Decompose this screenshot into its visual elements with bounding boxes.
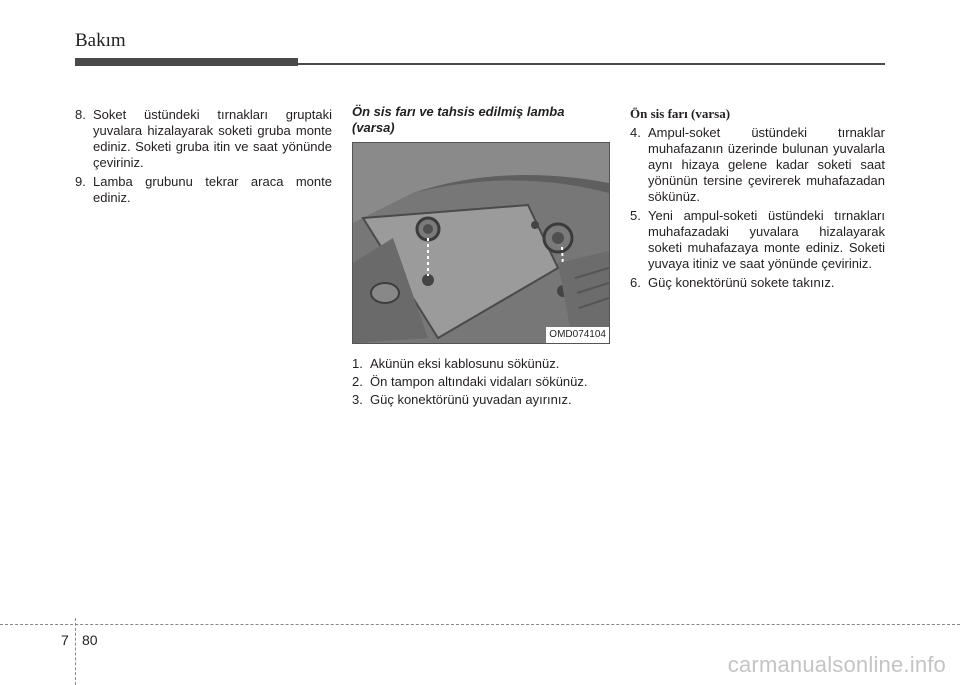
step-text: Akünün eksi kablosunu sökünüz. <box>370 356 560 371</box>
page-title: Bakım <box>75 30 126 51</box>
column-middle <box>352 104 610 410</box>
step-list <box>352 356 610 408</box>
step-text: Lamba grubunu tekrar araca monte ediniz. <box>93 174 332 205</box>
step-text: Ön tampon altındaki vidaları sökünüz. <box>370 374 588 389</box>
step-item <box>630 208 885 272</box>
watermark: carmanualsonline.info <box>727 652 946 677</box>
step-item <box>352 374 610 390</box>
step-number: 1. <box>352 356 363 371</box>
step-text: Yeni ampul-soketi üstündeki tırnakları muhafazadaki yuvalara hizalayarak soketi muhafazaya monte ediniz. Soketi yuvaya itiniz ve saat yönünde çeviriniz. <box>648 208 885 271</box>
step-number: 4. <box>630 125 641 140</box>
step-number: 8. <box>75 107 86 122</box>
section-heading: Ön sis farı ve tahsis edilmiş lamba (varsa) <box>352 104 565 135</box>
step-item <box>630 275 885 291</box>
step-item <box>75 174 332 206</box>
header-bar <box>75 58 298 66</box>
step-item <box>352 392 610 408</box>
step-number: 9. <box>75 174 86 189</box>
step-item <box>75 107 332 171</box>
step-text: Güç konektörünü yuvadan ayırınız. <box>370 392 572 407</box>
step-text: Ampul-soket üstündeki tırnaklar muhafazanın üzerinde bulunan yuvalarla aynı hizaya gelene kadar soketi saat yönünün tersine çevirerek muhafazadan sökünüz. <box>648 125 885 204</box>
step-number: 6. <box>630 275 641 290</box>
step-text: Soket üstündeki tırnakları gruptaki yuvalara hizalayarak soketi gruba monte ediniz. Soketi gruba itin ve saat yönünde çeviriniz. <box>93 107 332 170</box>
column-right <box>630 106 885 294</box>
step-item <box>352 356 610 372</box>
header-rule <box>298 63 885 65</box>
step-text: Güç konektörünü sokete takınız. <box>648 275 835 290</box>
section-heading: Ön sis farı (varsa) <box>630 106 731 121</box>
step-number: 3. <box>352 392 363 407</box>
footer-rule <box>0 624 960 625</box>
figure-code: OMD074104 <box>546 327 609 343</box>
chapter-number: 7 <box>61 632 69 648</box>
footer-divider <box>75 618 76 685</box>
step-list <box>630 125 885 291</box>
step-list <box>75 107 332 206</box>
column-left <box>75 107 332 209</box>
step-number: 5. <box>630 208 641 223</box>
fog-lamp-photo <box>352 142 610 344</box>
fog-lamp-illustration <box>353 143 609 343</box>
step-number: 2. <box>352 374 363 389</box>
step-item <box>630 125 885 205</box>
page-number: 80 <box>82 632 98 648</box>
